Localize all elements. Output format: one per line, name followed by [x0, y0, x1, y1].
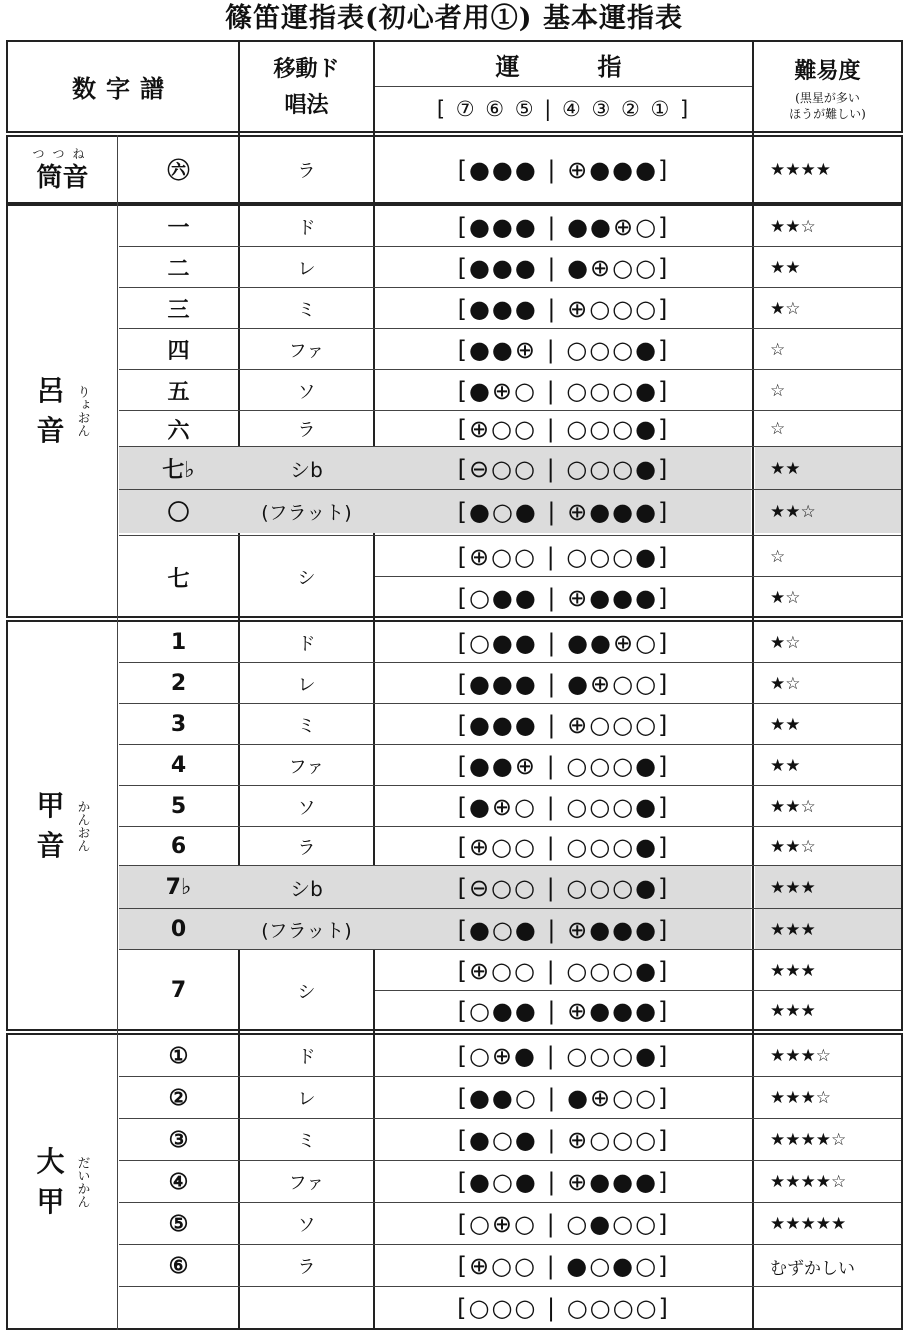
solfege-cell: ラ [297, 420, 316, 441]
solfege-cell: ミ [297, 715, 316, 737]
solfege-cell: ミ [297, 1131, 316, 1152]
number-cell: 7 [170, 978, 187, 1003]
number-cell: ⑥ [168, 1253, 189, 1279]
difficulty-cell: ☆ [770, 419, 786, 439]
difficulty-cell: ★★☆ [770, 216, 816, 237]
fingering-cell: [⊕○○ | ○○○●] [457, 956, 670, 985]
difficulty-cell: ★★☆ [770, 501, 816, 522]
group-ryo: 呂音 りょおん [36, 374, 90, 447]
fingering-cell: [○○○ | ○○○○] [457, 1293, 670, 1322]
difficulty-cell: ☆ [770, 339, 786, 360]
fingering-cell: [⊕○○ | ○○○●] [457, 832, 670, 861]
solfege-cell: ラ [297, 1257, 316, 1278]
number-cell: 7♭ [165, 875, 192, 900]
fingering-cell: [●○● | ⊕●●●] [457, 1168, 670, 1196]
number-cell: 〇 [167, 500, 190, 526]
number-cell: 4 [170, 753, 187, 778]
solfege-cell: レ [297, 1089, 316, 1110]
difficulty-cell: ★★★★☆ [770, 1130, 847, 1150]
number-cell: ⑤ [168, 1211, 189, 1237]
fingering-cell: [●○● | ⊕●●●] [457, 497, 670, 526]
difficulty-cell: ★★☆ [770, 796, 816, 817]
number-cell: 1 [170, 630, 187, 655]
number-cell: ④ [168, 1169, 189, 1195]
header-fingering: 運 指 [495, 51, 632, 81]
number-cell: 0 [170, 917, 187, 942]
difficulty-cell: ★★★★★ [770, 1214, 847, 1234]
fingering-cell: [●○● | ⊕●●●] [457, 915, 670, 944]
fingering-cell: [○●● | ⊕●●●] [457, 997, 670, 1025]
number-cell: 一 [167, 215, 190, 241]
number-cell [119, 1287, 238, 1328]
solfege-cell: ファ [288, 340, 325, 362]
number-cell: 六 [167, 417, 190, 444]
difficulty-cell: ★★ [770, 714, 801, 735]
number-cell: 七♭ [162, 457, 195, 483]
number-cell: ① [168, 1043, 189, 1069]
difficulty-cell: ★★★ [770, 1001, 816, 1021]
solfege-cell: レ [297, 258, 316, 280]
fingering-cell: [●⊕○ | ○○○●] [457, 792, 670, 821]
difficulty-cell: ★★ [770, 755, 801, 776]
difficulty-cell: ★★★ [770, 919, 816, 940]
difficulty-cell: ★☆ [770, 673, 801, 694]
solfege-cell: ファ [288, 1173, 325, 1194]
number-cell: ③ [168, 1127, 189, 1153]
difficulty-cell: むずかしい [770, 1258, 855, 1279]
fingering-cell: [●●● | ⊕○○○] [457, 710, 670, 739]
fingering-cell: [●●⊕ | ○○○●] [457, 751, 670, 780]
difficulty-cell: ★★★★☆ [770, 1172, 847, 1192]
solfege-cell [240, 1287, 373, 1328]
difficulty-cell: ★★ [770, 458, 801, 479]
solfege-cell: シ [297, 568, 316, 589]
fingering-cell: [⊕○○ | ○○○●] [457, 415, 670, 443]
header-solfege: 移動ド 唱法 [273, 55, 340, 118]
number-cell: 5 [170, 794, 187, 819]
number-cell: 2 [170, 671, 187, 696]
number-cell: 6 [170, 834, 187, 859]
solfege-cell: ド [297, 1047, 316, 1068]
fingering-cell: [⊕○○ | ○○○●] [457, 542, 670, 571]
page-title: 篠笛運指表(初心者用①) 基本運指表 [225, 3, 683, 34]
difficulty-cell: ★★★☆ [770, 1088, 831, 1108]
group-kan: 甲音 かんおん [36, 788, 90, 862]
fingering-cell: [●●● | ⊕○○○] [457, 294, 670, 323]
number-cell: ㊅ [167, 158, 190, 184]
solfege-cell: シ [297, 981, 316, 1003]
fingering-cell: [●○● | ⊕○○○] [457, 1126, 670, 1154]
solfege-cell: ファ [288, 756, 325, 778]
solfege-cell: ド [297, 633, 316, 655]
solfege-cell: ラ [297, 160, 316, 182]
fingering-cell: [⊖○○ | ○○○●] [457, 873, 670, 902]
difficulty-cell: ★★ [770, 257, 801, 278]
fingering-cell: [○⊕● | ○○○●] [457, 1042, 670, 1070]
fingering-cell: [○●● | ●●⊕○] [457, 628, 670, 657]
difficulty-cell: ★★★ [770, 960, 816, 981]
number-cell: 三 [167, 297, 190, 323]
solfege-cell: ソ [297, 381, 316, 403]
number-cell: 二 [167, 256, 190, 282]
difficulty-cell: ★☆ [770, 632, 801, 653]
fingering-cell: [●●● | ●●⊕○] [457, 212, 670, 241]
difficulty-cell: ★☆ [770, 298, 801, 319]
difficulty-cell: ★★★☆ [770, 1046, 831, 1066]
solfege-cell: ミ [297, 299, 316, 321]
number-cell: 3 [170, 712, 187, 737]
solfege-cell: ソ [297, 1215, 316, 1236]
header-number: 数字譜 [72, 74, 174, 103]
solfege-cell: (フラット) [261, 502, 352, 524]
number-cell: 四 [167, 338, 190, 364]
fingering-cell: [●●● | ●⊕○○] [457, 253, 670, 282]
fingering-cell: [●●● | ⊕●●●] [457, 155, 670, 184]
solfege-cell: シb [290, 877, 323, 901]
number-cell: 五 [167, 379, 190, 405]
fingering-cell: [●●○ | ●⊕○○] [457, 1084, 670, 1112]
difficulty-cell: ★☆ [770, 587, 801, 608]
fingering-cell: [●●⊕ | ○○○●] [457, 335, 670, 364]
difficulty-cell: ★★★★ [770, 159, 831, 180]
number-cell: 七 [167, 565, 190, 592]
difficulty-cell: ★★☆ [770, 836, 816, 857]
group-tsutsune: つつね 筒音 [32, 146, 93, 193]
fingering-cell: [●●● | ●⊕○○] [457, 669, 670, 698]
solfege-cell: レ [297, 674, 316, 696]
difficulty-cell: ★★★ [770, 877, 816, 898]
header-difficulty: 難易度 (黒星が多い ほうが難しい) [789, 57, 866, 121]
fingering-cell: [○●● | ⊕●●●] [457, 583, 670, 612]
solfege-cell: ラ [297, 837, 316, 859]
fingering-cell: [●⊕○ | ○○○●] [457, 376, 670, 405]
fingering-cell: [○⊕○ | ○●○○] [457, 1210, 670, 1238]
difficulty-cell: ☆ [770, 380, 786, 401]
difficulty-cell [754, 1287, 901, 1328]
group-daikan: 大甲 だいかん [36, 1144, 90, 1218]
solfege-cell: シb [290, 458, 323, 482]
difficulty-cell: ☆ [770, 546, 786, 567]
solfege-cell: (フラット) [261, 920, 352, 942]
number-cell: ② [168, 1085, 189, 1111]
header-holes: [ ⑦ ⑥ ⑤ | ④ ③ ② ① ] [436, 97, 691, 121]
fingering-cell: [⊕○○ | ●○●○] [457, 1252, 670, 1280]
solfege-cell: ド [297, 217, 316, 239]
fingering-cell: [⊖○○ | ○○○●] [457, 454, 670, 483]
solfege-cell: ソ [297, 797, 316, 819]
